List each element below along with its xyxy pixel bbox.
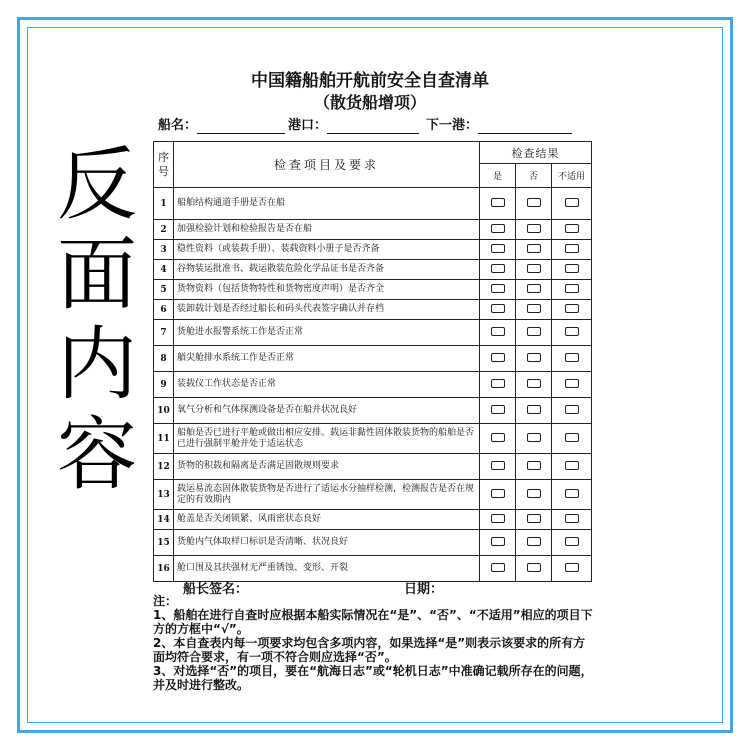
- checkbox-no[interactable]: [527, 379, 541, 388]
- result-cell-na: [552, 556, 592, 582]
- table-row: [154, 240, 592, 260]
- row-number: 7: [154, 320, 174, 346]
- checkbox-na[interactable]: [565, 327, 579, 336]
- result-cell-yes: [480, 320, 516, 346]
- side-label-char: 反: [57, 138, 137, 231]
- result-cell-no: [516, 530, 552, 556]
- row-number: 14: [154, 510, 174, 530]
- result-cell-yes: [480, 220, 516, 240]
- result-cell-yes: [480, 346, 516, 372]
- row-item-text: 货物的积载和隔离是否满足固散规则要求: [174, 454, 480, 480]
- result-cell-na: [552, 480, 592, 510]
- checkbox-no[interactable]: [527, 224, 541, 233]
- checkbox-yes[interactable]: [491, 433, 505, 442]
- checklist-table: [153, 141, 592, 582]
- result-cell-no: [516, 320, 552, 346]
- result-cell-na: [552, 372, 592, 398]
- checkbox-yes[interactable]: [491, 198, 505, 207]
- row-number: 6: [154, 300, 174, 320]
- row-item-text: 货物资料（包括货物特性和货物密度声明）是否齐全: [174, 280, 480, 300]
- checkbox-na[interactable]: [565, 461, 579, 470]
- checkbox-yes[interactable]: [491, 514, 505, 523]
- row-number: 12: [154, 454, 174, 480]
- table-row: [154, 530, 592, 556]
- result-col-na: 不适用: [552, 164, 592, 188]
- next-port-blank[interactable]: [478, 121, 572, 134]
- table-row: [154, 398, 592, 424]
- row-item-text: 装卸载计划是否经过船长和码头代表签字确认并存档: [174, 300, 480, 320]
- row-item-text: 船舶是否已进行平舱或做出相应安排。载运非黏性固体散装货物的船舶是否已进行强制平舱并处于适运状态: [174, 424, 480, 454]
- captain-signature-label: 船长签名：: [183, 582, 249, 597]
- row-item-text: 谷物装运批准书、载运散装危险化学品证书是否齐备: [174, 260, 480, 280]
- result-cell-no: [516, 454, 552, 480]
- row-item-text: 载运易流态固体散装货物是否进行了适运水分抽样检测，检测报告是否在规定的有效期内: [174, 480, 480, 510]
- row-item-text: 加强检验计划和检验报告是否在船: [174, 220, 480, 240]
- result-cell-yes: [480, 300, 516, 320]
- page-title: 中国籍船舶开航前安全自查清单: [251, 71, 489, 91]
- result-cell-yes: [480, 480, 516, 510]
- note-1: 1、船舶在进行自查时应根据本船实际情况在“是”、“否”、“不适用”相应的项目下方的方框中“√”。: [153, 608, 593, 636]
- checkbox-no[interactable]: [527, 327, 541, 336]
- checkbox-yes[interactable]: [491, 563, 505, 572]
- table-row: [154, 424, 592, 454]
- row-number: 1: [154, 188, 174, 220]
- checkbox-yes[interactable]: [491, 224, 505, 233]
- result-cell-na: [552, 320, 592, 346]
- checkbox-yes[interactable]: [491, 353, 505, 362]
- checkbox-na[interactable]: [565, 244, 579, 253]
- result-cell-yes: [480, 188, 516, 220]
- side-label: [52, 140, 142, 500]
- checkbox-yes[interactable]: [491, 379, 505, 388]
- result-cell-no: [516, 398, 552, 424]
- result-cell-na: [552, 280, 592, 300]
- port-label: 港口：: [288, 118, 328, 133]
- row-number: 5: [154, 280, 174, 300]
- result-cell-na: [552, 220, 592, 240]
- result-cell-no: [516, 220, 552, 240]
- checkbox-yes[interactable]: [491, 489, 505, 498]
- items-header: 检查项目及要求: [174, 142, 480, 188]
- result-cell-na: [552, 346, 592, 372]
- result-cell-yes: [480, 424, 516, 454]
- num-header: [154, 142, 174, 188]
- row-item-text: 货舱进水报警系统工作是否正常: [174, 320, 480, 346]
- checkbox-yes[interactable]: [491, 284, 505, 293]
- checkbox-na[interactable]: [565, 353, 579, 362]
- checkbox-no[interactable]: [527, 405, 541, 414]
- result-cell-no: [516, 260, 552, 280]
- result-cell-no: [516, 510, 552, 530]
- next-port-label: 下一港：: [426, 118, 479, 133]
- result-cell-na: [552, 424, 592, 454]
- result-cell-na: [552, 260, 592, 280]
- checkbox-na[interactable]: [565, 563, 579, 572]
- checkbox-na[interactable]: [565, 264, 579, 273]
- row-number: 4: [154, 260, 174, 280]
- results-header: 检查结果: [480, 142, 592, 164]
- checkbox-no[interactable]: [527, 563, 541, 572]
- result-col-no: 否: [516, 164, 552, 188]
- checkbox-na[interactable]: [565, 537, 579, 546]
- result-cell-no: [516, 346, 552, 372]
- note-3: 3、对选择“否”的项目，要在“航海日志”或“轮机日志”中准确记载所存在的问题，并及时进行整改。: [153, 664, 593, 692]
- checkbox-no[interactable]: [527, 198, 541, 207]
- checkbox-yes[interactable]: [491, 405, 505, 414]
- result-cell-yes: [480, 398, 516, 424]
- checkbox-yes[interactable]: [491, 537, 505, 546]
- port-field[interactable]: [288, 118, 419, 134]
- result-cell-yes: [480, 556, 516, 582]
- result-cell-na: [552, 300, 592, 320]
- result-cell-no: [516, 424, 552, 454]
- checkbox-na[interactable]: [565, 514, 579, 523]
- checkbox-no[interactable]: [527, 304, 541, 313]
- num-header-text: 序 号: [158, 150, 169, 178]
- checkbox-yes[interactable]: [491, 327, 505, 336]
- row-item-text: 舱盖是否关闭锁紧、风雨密状态良好: [174, 510, 480, 530]
- checkbox-na[interactable]: [565, 379, 579, 388]
- checkbox-na[interactable]: [565, 224, 579, 233]
- result-cell-no: [516, 240, 552, 260]
- checkbox-yes[interactable]: [491, 264, 505, 273]
- row-item-text: 舱口围及其扶强材无严重锈蚀、变形、开裂: [174, 556, 480, 582]
- checkbox-no[interactable]: [527, 461, 541, 470]
- side-label-char: 容: [57, 408, 137, 501]
- checkbox-no[interactable]: [527, 537, 541, 546]
- result-cell-yes: [480, 240, 516, 260]
- result-cell-yes: [480, 280, 516, 300]
- row-item-text: 船舶结构通道手册是否在船: [174, 188, 480, 220]
- table-row: [154, 454, 592, 480]
- table-row: [154, 480, 592, 510]
- row-number: 8: [154, 346, 174, 372]
- checkbox-na[interactable]: [565, 284, 579, 293]
- side-label-char: 内: [57, 318, 137, 411]
- checkbox-yes[interactable]: [491, 461, 505, 470]
- checkbox-na[interactable]: [565, 304, 579, 313]
- result-cell-no: [516, 480, 552, 510]
- result-cell-no: [516, 372, 552, 398]
- checkbox-yes[interactable]: [491, 304, 505, 313]
- result-cell-na: [552, 188, 592, 220]
- table-row: [154, 260, 592, 280]
- row-number: 3: [154, 240, 174, 260]
- row-number: 11: [154, 424, 174, 454]
- ship-name-blank[interactable]: [197, 121, 285, 134]
- checkbox-no[interactable]: [527, 244, 541, 253]
- page-subtitle: （散货船增项）: [313, 93, 426, 112]
- ship-name-label: 船名：: [158, 118, 198, 133]
- checkbox-no[interactable]: [527, 284, 541, 293]
- checkbox-na[interactable]: [565, 198, 579, 207]
- table-row: [154, 510, 592, 530]
- row-number: 13: [154, 480, 174, 510]
- result-cell-na: [552, 530, 592, 556]
- result-cell-na: [552, 454, 592, 480]
- next-port-field[interactable]: [426, 118, 572, 134]
- table-row: [154, 320, 592, 346]
- row-item-text: 装载仪工作状态是否正常: [174, 372, 480, 398]
- result-cell-no: [516, 188, 552, 220]
- checkbox-yes[interactable]: [491, 244, 505, 253]
- table-row: [154, 346, 592, 372]
- row-number: 10: [154, 398, 174, 424]
- notes-heading: 注：: [153, 594, 178, 608]
- date-label: 日期：: [404, 582, 444, 597]
- result-cell-yes: [480, 260, 516, 280]
- row-item-text: 艏尖舱排水系统工作是否正常: [174, 346, 480, 372]
- row-item-text: 稳性资料（或装载手册）、装载资料小册子是否齐备: [174, 240, 480, 260]
- ship-name-field[interactable]: [158, 118, 285, 134]
- port-blank[interactable]: [327, 121, 419, 134]
- result-cell-yes: [480, 510, 516, 530]
- table-row: [154, 188, 592, 220]
- result-cell-yes: [480, 372, 516, 398]
- side-label-char: 面: [57, 228, 137, 321]
- table-row: [154, 300, 592, 320]
- notes: [153, 594, 593, 692]
- row-item-text: 货舱内气体取样口标识是否清晰、状况良好: [174, 530, 480, 556]
- note-2: 2、本自查表内每一项要求均包含多项内容，如果选择“是”则表示该要求的所有方面均符合要求，有一项不符合则应选择“否”。: [153, 636, 586, 664]
- checkbox-no[interactable]: [527, 353, 541, 362]
- result-cell-na: [552, 398, 592, 424]
- checkbox-no[interactable]: [527, 264, 541, 273]
- result-col-yes: 是: [480, 164, 516, 188]
- checkbox-no[interactable]: [527, 433, 541, 442]
- table-row: [154, 220, 592, 240]
- row-item-text: 氧气分析和气体探测设备是否在船并状况良好: [174, 398, 480, 424]
- result-cell-yes: [480, 530, 516, 556]
- result-cell-yes: [480, 454, 516, 480]
- checkbox-no[interactable]: [527, 514, 541, 523]
- row-number: 15: [154, 530, 174, 556]
- checkbox-no[interactable]: [527, 489, 541, 498]
- checkbox-na[interactable]: [565, 405, 579, 414]
- checkbox-na[interactable]: [565, 433, 579, 442]
- table-row: [154, 280, 592, 300]
- row-number: 9: [154, 372, 174, 398]
- result-cell-no: [516, 556, 552, 582]
- result-cell-na: [552, 510, 592, 530]
- checkbox-na[interactable]: [565, 489, 579, 498]
- result-cell-na: [552, 240, 592, 260]
- result-cell-no: [516, 280, 552, 300]
- row-number: 2: [154, 220, 174, 240]
- row-number: 16: [154, 556, 174, 582]
- result-cell-no: [516, 300, 552, 320]
- table-row: [154, 372, 592, 398]
